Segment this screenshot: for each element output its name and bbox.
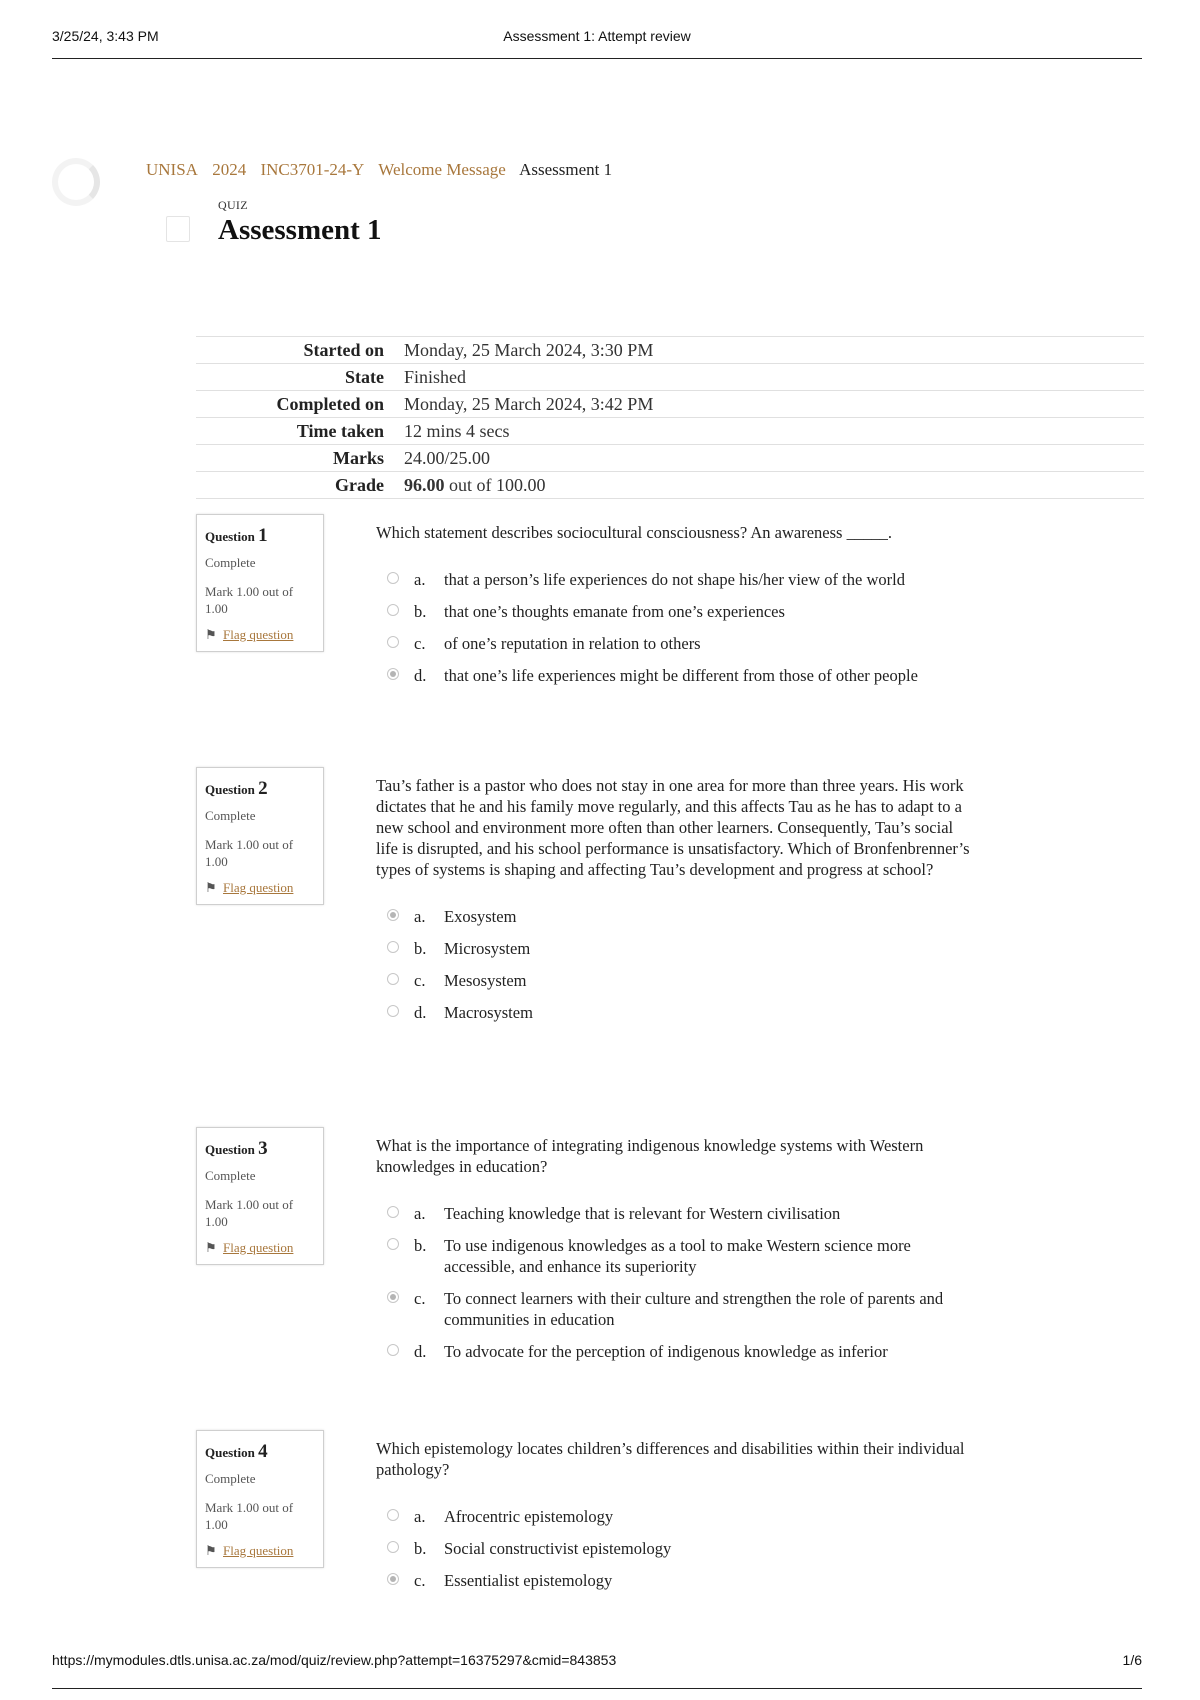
flag-question[interactable] [205, 1543, 315, 1559]
option-text: To use indigenous knowledges as a tool to make Western science more accessible, and enhance its superiority [444, 1236, 911, 1276]
flag-question-link[interactable]: Flag question [223, 627, 294, 642]
answer-option[interactable] [376, 569, 976, 590]
option-text: of one’s reputation in relation to others [444, 634, 701, 653]
option-letter: d. [414, 1003, 427, 1022]
option-letter: a. [414, 1507, 426, 1526]
attempt-summary-table [196, 336, 1144, 499]
option-text: Mesosystem [444, 971, 527, 990]
flag-question[interactable] [205, 880, 315, 896]
radio-button[interactable] [387, 572, 399, 584]
answer-option[interactable] [376, 633, 976, 654]
question-number: 3 [258, 1138, 268, 1159]
option-letter: a. [414, 1204, 426, 1223]
flag-icon: ⚑ [205, 1543, 217, 1558]
answer-option[interactable] [376, 1235, 976, 1277]
radio-button[interactable] [387, 973, 399, 985]
question-state: Complete [205, 1471, 256, 1486]
question-mark: Mark 1.00 out of 1.00 [205, 1500, 294, 1532]
answer-list [376, 569, 976, 686]
summary-row-grade [196, 472, 1144, 499]
radio-button[interactable] [387, 604, 399, 616]
option-text: Exosystem [444, 907, 517, 926]
flag-icon: ⚑ [205, 627, 217, 642]
answer-option[interactable] [376, 1002, 976, 1023]
grade-out-of: out of 100.00 [449, 474, 546, 495]
question-content [376, 522, 976, 697]
loading-spinner-icon [52, 158, 100, 206]
question-state: Complete [205, 808, 256, 823]
summary-label: Completed on [276, 393, 384, 414]
radio-button[interactable] [387, 1291, 399, 1303]
radio-button[interactable] [387, 668, 399, 680]
question-text: Which epistemology locates children’s differences and disabilities within their individual pathology? [376, 1439, 965, 1479]
print-footer [52, 1652, 1142, 1689]
radio-button[interactable] [387, 1344, 399, 1356]
radio-button[interactable] [387, 941, 399, 953]
summary-row-time-taken [196, 418, 1144, 445]
answer-option[interactable] [376, 1538, 976, 1559]
question-content [376, 775, 976, 1034]
question-state: Complete [205, 1168, 256, 1183]
question-info [196, 1430, 324, 1568]
answer-option[interactable] [376, 938, 976, 959]
question-label: Question [205, 529, 255, 544]
flag-question-link[interactable]: Flag question [223, 1240, 294, 1255]
option-letter: d. [414, 666, 427, 685]
summary-row-completed [196, 391, 1144, 418]
question-state: Complete [205, 555, 256, 570]
option-letter: b. [414, 1236, 427, 1255]
answer-option[interactable] [376, 906, 976, 927]
radio-button[interactable] [387, 1509, 399, 1521]
activity-type-label: QUIZ [218, 198, 248, 212]
answer-option[interactable] [376, 1203, 976, 1224]
question-number: 1 [258, 525, 268, 546]
answer-option[interactable] [376, 970, 976, 991]
question-mark: Mark 1.00 out of 1.00 [205, 1197, 294, 1229]
breadcrumb-item-course[interactable]: INC3701-24-Y [260, 160, 365, 179]
summary-row-marks [196, 445, 1144, 472]
option-letter: c. [414, 971, 426, 990]
option-letter: a. [414, 907, 426, 926]
option-text: Afrocentric epistemology [444, 1507, 614, 1526]
question-content [376, 1135, 976, 1373]
breadcrumb-item-year[interactable]: 2024 [212, 160, 247, 179]
flag-question[interactable] [205, 1240, 315, 1256]
radio-button[interactable] [387, 1206, 399, 1218]
option-text: To advocate for the perception of indigenous knowledge as inferior [444, 1342, 888, 1361]
question-text: Tau’s father is a pastor who does not stay in one area for more than three years. His work dictates that he and his family move regularly, and this affects Tau as he has to adapt to a new school and environment more often than other learners. Consequently, Tau’s social life is disrupted, and his school performance is unsatisfactory. Which of Bronfenbrenner’s types of systems is shaping and affecting Tau’s development and progress at school? [376, 776, 970, 879]
question-label: Question [205, 782, 255, 797]
question-info [196, 767, 324, 905]
option-text: Macrosystem [444, 1003, 533, 1022]
flag-icon: ⚑ [205, 880, 217, 895]
summary-label: State [345, 366, 384, 387]
question-mark: Mark 1.00 out of 1.00 [205, 837, 294, 869]
answer-list [376, 906, 976, 1023]
summary-value: Monday, 25 March 2024, 3:42 PM [404, 393, 654, 414]
question-mark: Mark 1.00 out of 1.00 [205, 584, 294, 616]
question-text: What is the importance of integrating indigenous knowledge systems with Western knowledges in education? [376, 1136, 924, 1176]
radio-button[interactable] [387, 1541, 399, 1553]
summary-value [384, 472, 1144, 499]
option-letter: a. [414, 570, 426, 589]
page-number: 1/6 [1122, 1652, 1142, 1668]
summary-value: Finished [404, 366, 467, 387]
option-letter: c. [414, 1571, 426, 1590]
flag-question[interactable] [205, 627, 315, 643]
summary-value: 24.00/25.00 [404, 447, 491, 468]
option-text: Social constructivist epistemology [444, 1539, 672, 1558]
print-datetime: 3/25/24, 3:43 PM [52, 28, 159, 44]
summary-label: Grade [335, 474, 384, 495]
breadcrumb [146, 160, 622, 180]
summary-label: Started on [303, 339, 384, 360]
answer-option[interactable] [376, 601, 976, 622]
option-text: that one’s life experiences might be different from those of other people [444, 666, 918, 685]
option-text: that one’s thoughts emanate from one’s experiences [444, 602, 785, 621]
question-info [196, 514, 324, 652]
option-letter: b. [414, 1539, 427, 1558]
option-letter: b. [414, 939, 427, 958]
option-letter: c. [414, 634, 426, 653]
option-text: Essentialist epistemology [444, 1571, 613, 1590]
option-letter: b. [414, 602, 427, 621]
flag-question-link[interactable]: Flag question [223, 1543, 294, 1558]
option-letter: c. [414, 1289, 426, 1308]
question-content [376, 1438, 976, 1602]
question-text: Which statement describes sociocultural consciousness? An awareness _____. [376, 523, 892, 542]
breadcrumb-item-section[interactable]: Welcome Message [378, 160, 506, 179]
option-letter: d. [414, 1342, 427, 1361]
quiz-module-icon [166, 216, 190, 242]
summary-label: Marks [333, 447, 384, 468]
option-text: that a person’s life experiences do not shape his/her view of the world [444, 570, 905, 589]
summary-value: 12 mins 4 secs [404, 420, 510, 441]
answer-option[interactable] [376, 665, 976, 686]
summary-label: Time taken [296, 420, 384, 441]
summary-row-started [196, 337, 1144, 364]
question-number: 4 [258, 1441, 268, 1462]
summary-row-state [196, 364, 1144, 391]
question-label: Question [205, 1445, 255, 1460]
answer-option[interactable] [376, 1506, 976, 1527]
option-text: To connect learners with their culture and strengthen the role of parents and communities in education [444, 1289, 944, 1329]
print-header [52, 26, 1142, 59]
summary-value: Monday, 25 March 2024, 3:30 PM [404, 339, 654, 360]
breadcrumb-item-current: Assessment 1 [519, 160, 613, 179]
question-label: Question [205, 1142, 255, 1157]
option-text: Microsystem [444, 939, 531, 958]
radio-button[interactable] [387, 909, 399, 921]
question-info [196, 1127, 324, 1265]
flag-icon: ⚑ [205, 1240, 217, 1255]
answer-option[interactable] [376, 1570, 976, 1591]
radio-button[interactable] [387, 636, 399, 648]
radio-button[interactable] [387, 1573, 399, 1585]
option-text: Teaching knowledge that is relevant for Western civilisation [444, 1204, 841, 1223]
answer-option[interactable] [376, 1288, 976, 1330]
grade-value: 96.00 [404, 474, 445, 495]
radio-button[interactable] [387, 1005, 399, 1017]
answer-list [376, 1203, 976, 1362]
radio-button[interactable] [387, 1238, 399, 1250]
answer-list [376, 1506, 976, 1591]
question-number: 2 [258, 778, 268, 799]
print-title: Assessment 1: Attempt review [503, 28, 691, 44]
breadcrumb-item-unisa[interactable]: UNISA [146, 160, 198, 179]
page-title: Assessment 1 [218, 214, 382, 246]
answer-option[interactable] [376, 1341, 976, 1362]
flag-question-link[interactable]: Flag question [223, 880, 294, 895]
print-url: https://mymodules.dtls.unisa.ac.za/mod/quiz/review.php?attempt=16375297&cmid=843853 [52, 1652, 617, 1668]
